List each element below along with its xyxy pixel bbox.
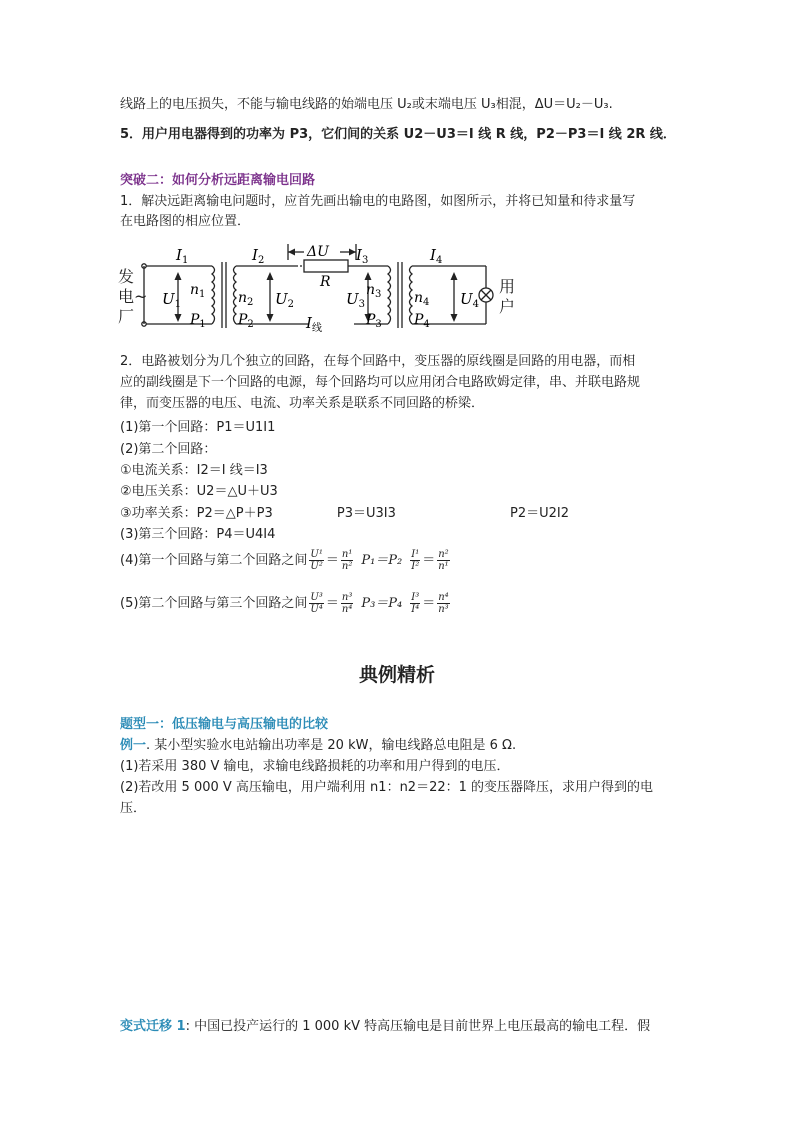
fraction-i1-i2: $\frac{\text{I¹}}{\text{I²}}$ <box>411 549 420 572</box>
fraction-n2-n1: $\frac{\text{n²}}{\text{n¹}}$ <box>438 549 449 572</box>
circuit-diagram <box>118 242 538 334</box>
example-question-2b: 压． <box>120 801 147 816</box>
svg-text:n3: $n_3$ <box>366 282 382 300</box>
formula-p1-p2: P₁＝P₂ <box>361 553 403 568</box>
text-line-p1b: 在电路图的相应位置． <box>120 214 251 229</box>
source-label-1: 发 <box>118 267 135 286</box>
fraction-u3-u4: $\frac{\text{U³}}{\text{U⁴}}$ <box>310 592 323 615</box>
power-relation-a: ③功率关系：P2＝△P＋P3 <box>120 506 273 521</box>
text-line-loop-2-3: (5)第二个回路与第三个回路之间 $\frac{\text{U³}}{\text{U⁴}}$ ＝ $\frac{\text{n³}}{\text{n⁴}}$ P₃＝P₄ $\frac{\text{I³}}{\text{I⁴}}$ ＝ $\frac{\text{n⁴}}{\text{n³}}$ <box>120 592 449 615</box>
fraction-n4-n3: $\frac{\text{n⁴}}{\text{n³}}$ <box>438 592 449 615</box>
svg-text:n2: $n_2$ <box>238 290 254 308</box>
text-line-p2b: 应的副线圈是下一个回路的电源，每个回路均可以应用闭合电路欧姆定律，串、并联电路规 <box>120 375 641 390</box>
text-line-loop-2: (2)第二个回路： <box>120 442 217 457</box>
text-line-voltage-loss: 线路上的电压损失，不能与输电线路的始端电压 U₂或末端电压 U₃相混，ΔU＝U₂－U₃. <box>120 97 613 112</box>
svg-text:U2: $U_2$ <box>275 290 295 310</box>
text-line-p2c: 律，而变压器的电压、电流、功率关系是联系不同回路的桥梁． <box>120 396 485 411</box>
user-label-2: 户 <box>499 297 516 316</box>
svg-text:n1: $n_1$ <box>190 282 206 300</box>
svg-text:U4: $U_4$ <box>460 290 480 310</box>
svg-text:P1: $P_1$ <box>190 312 206 330</box>
fraction-n3-n4: $\frac{\text{n³}}{\text{n⁴}}$ <box>341 592 353 615</box>
svg-text:P4: $P_4$ <box>414 312 430 330</box>
formula-p3-p4: P₃＝P₄ <box>361 596 403 611</box>
text-line-user-power: 5．用户用电器得到的功率为 P3，它们间的关系 U2－U3＝I 线 R 线，P2－P3＝I 线 2R 线． <box>120 127 676 142</box>
delta-u-label: ΔU <box>307 244 329 260</box>
svg-text:U3: $U_3$ <box>346 290 366 310</box>
text-line-voltage-relation: ②电压关系：U2＝△U＋U3 <box>120 484 278 499</box>
example-label: 例一 <box>120 738 147 753</box>
example-question-2a: (2)若改用 5 000 V 高压输电，用户端利用 n1：n2＝22：1 的变压器降压，求用户得到的电 <box>120 780 654 795</box>
svg-text:n4: $n_4$ <box>414 290 430 308</box>
section-title: 典例精析 <box>358 664 435 686</box>
fraction-n1-n2: $\frac{\text{n¹}}{\text{n²}}$ <box>341 549 353 572</box>
text-line-loop-3: (3)第三个回路：P4＝U4I4 <box>120 527 276 542</box>
fraction-u1-u2: $\frac{\text{U¹}}{\text{U²}}$ <box>310 549 323 572</box>
user-label-1: 用 <box>499 277 516 296</box>
source-label-3: 厂 <box>118 307 135 326</box>
variant-label: 变式迁移 1 <box>120 1019 186 1034</box>
example-question-1: (1)若采用 380 V 输电，求输电线路损耗的功率和用户得到的电压． <box>120 759 510 774</box>
text-line-current-relation: ①电流关系：I2＝I 线＝I3 <box>120 463 268 478</box>
svg-text:I3: $I_3$ <box>356 246 369 266</box>
variant-transfer-1: 变式迁移 1: 中国已投产运行的 1 000 kV 特高压输电是目前世界上电压最高的输电工程．假 <box>120 1019 651 1034</box>
example-heading: 题型一：低压输电与高压输电的比较 <box>120 717 329 732</box>
text-line-loop-1: (1)第一个回路：P1＝U1I1 <box>120 420 276 435</box>
svg-text:P3: $P_3$ <box>366 312 382 330</box>
example-1-text: 例一. 某小型实验水电站输出功率是 20 kW，输电线路总电阻是 6 Ω. <box>120 738 517 753</box>
resistor-label: R <box>320 274 331 290</box>
power-relation-c: P2＝U2I2 <box>510 506 570 521</box>
text-line-power-relation <box>120 505 569 523</box>
text-line-p1a: 1．解决远距离输电问题时，应首先画出输电的电路图，如图所示，并将已知量和待求量写 <box>120 194 636 209</box>
text-line-loop-1-2: (4)第一个回路与第二个回路之间 $\frac{\text{U¹}}{\text{U²}}$ ＝ $\frac{\text{n¹}}{\text{n²}}$ P₁＝P₂ $\frac{\text{I¹}}{\text{I²}}$ ＝ $\frac{\text{n²}}{\text{n¹}}$ <box>120 549 449 572</box>
source-label-2: 电~ <box>118 287 148 306</box>
svg-text:I2: $I_2$ <box>252 246 265 266</box>
svg-text:I线: $I_线$ <box>306 314 322 334</box>
svg-text:I4: $I_4$ <box>430 246 443 266</box>
power-relation-b: P3＝U3I3 <box>336 506 396 521</box>
text-line-p2a: 2．电路被划分为几个独立的回路，在每个回路中，变压器的原线圈是回路的用电器，而相 <box>120 354 636 369</box>
fraction-i3-i4: $\frac{\text{I³}}{\text{I⁴}}$ <box>411 592 420 615</box>
svg-text:U1: $U_1$ <box>162 290 182 310</box>
svg-text:I1: $I_1$ <box>176 246 189 266</box>
svg-text:P2: $P_2$ <box>238 312 254 330</box>
section-heading-breakthrough-2: 突破二：如何分析远距离输电回路 <box>120 173 316 188</box>
